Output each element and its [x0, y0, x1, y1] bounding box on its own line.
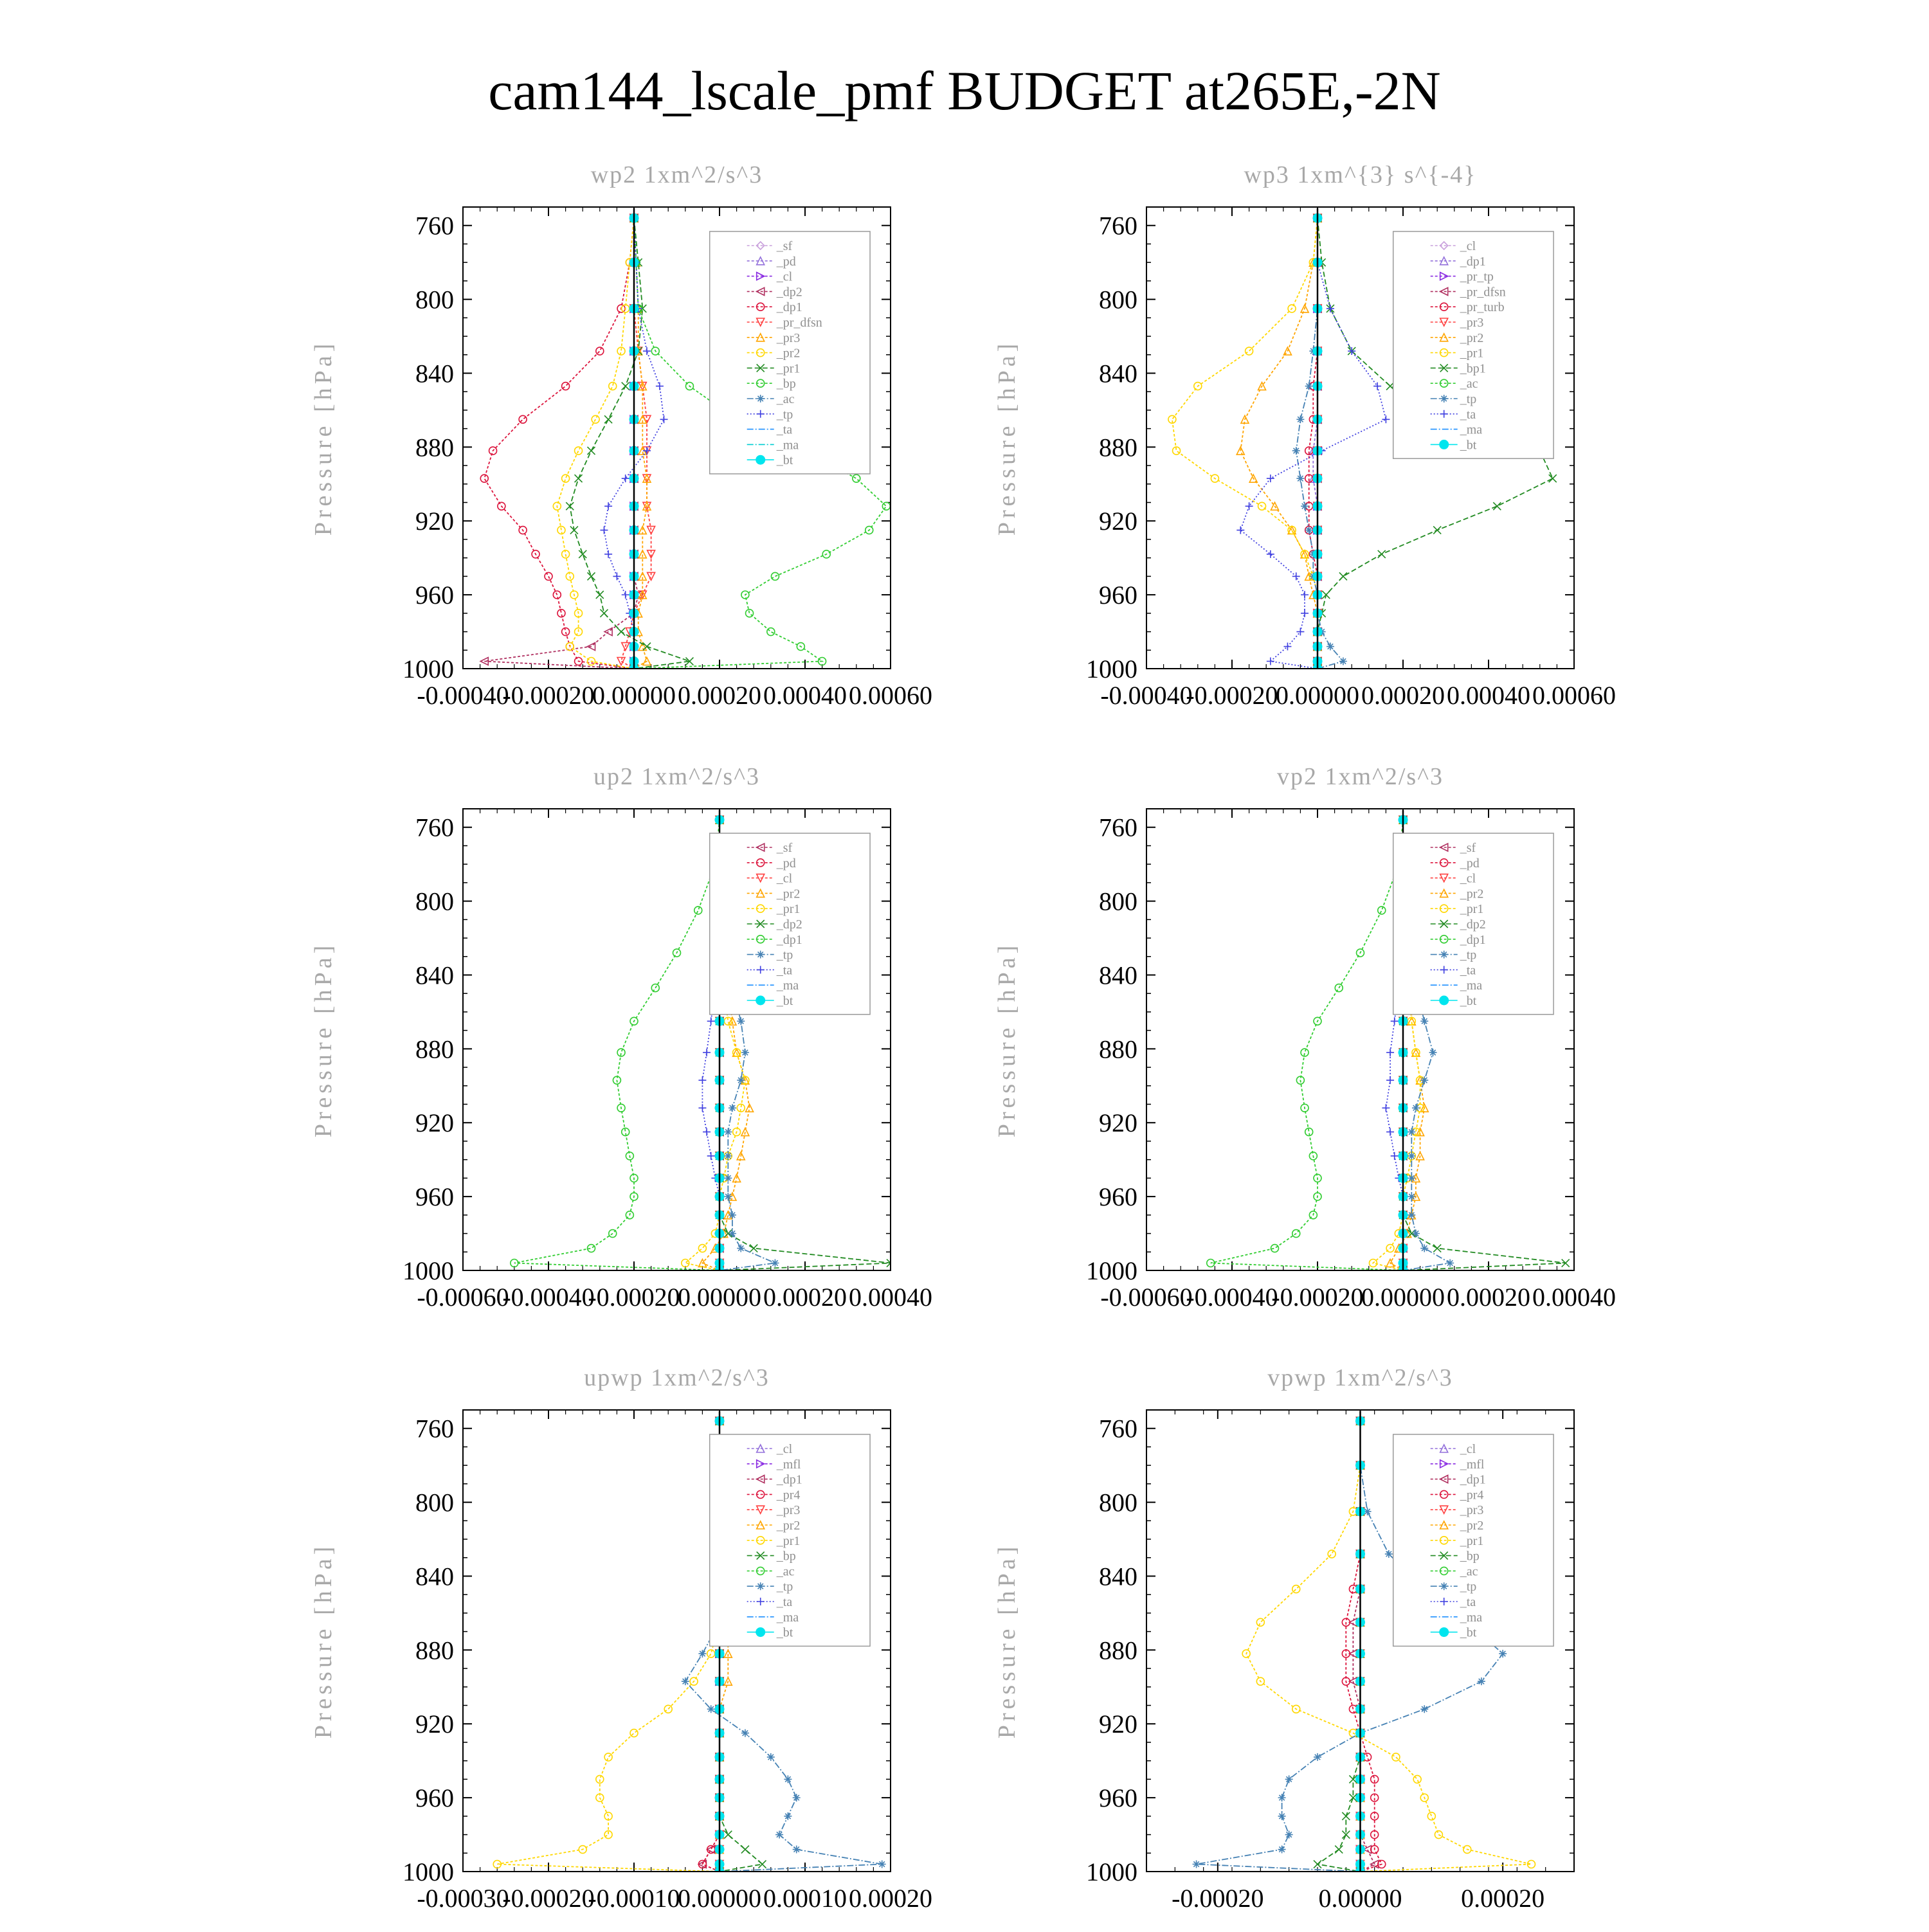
- legend-label-pr2: _pr2: [776, 346, 801, 361]
- legend-label-dp1: _dp1: [1460, 932, 1486, 947]
- legend-label-bt: _bt: [776, 453, 793, 468]
- x-tick-label: 0.00040: [849, 1283, 932, 1312]
- legend-label-cl: _cl: [1460, 871, 1476, 886]
- legend-marker-bt: [756, 455, 765, 464]
- legend-label-dp2: _dp2: [776, 917, 802, 932]
- y-tick-label: 760: [1099, 813, 1137, 842]
- y-axis-label: Pressure [hPa]: [993, 1542, 1020, 1739]
- y-tick-label: 840: [415, 1562, 454, 1591]
- legend-marker-bt: [1440, 1628, 1449, 1637]
- x-tick-label: -0.00040: [502, 1283, 595, 1312]
- legend-label-ta: _ta: [1460, 407, 1476, 422]
- legend-label-bp: _bp: [776, 1549, 796, 1564]
- x-tick-label: 0.00020: [849, 1884, 932, 1913]
- legend-label-ta: _ta: [1460, 963, 1476, 978]
- data-point-tp: [724, 1128, 732, 1136]
- data-point-tp: [1412, 1104, 1420, 1112]
- data-point-tp: [1420, 1245, 1428, 1252]
- legend-label-pr_dfsn: _pr_dfsn: [776, 316, 822, 330]
- legend-label-pr1: _pr1: [1460, 346, 1484, 361]
- y-tick-label: 760: [415, 1414, 454, 1443]
- legend-label-ta: _ta: [1460, 1595, 1476, 1609]
- y-tick-label: 960: [415, 581, 454, 610]
- x-tick-label: 0.00010: [763, 1884, 847, 1913]
- x-tick-label: -0.00060: [1100, 1283, 1193, 1312]
- data-point-tp: [793, 1794, 801, 1801]
- x-tick-label: 0.00040: [763, 681, 847, 710]
- legend-label-tp: _tp: [1460, 948, 1477, 962]
- data-point-tp: [1420, 1017, 1428, 1025]
- x-tick-label: 0.00020: [763, 1283, 847, 1312]
- y-axis-label: Pressure [hPa]: [993, 339, 1020, 536]
- legend-label-dp1: _dp1: [776, 1472, 802, 1487]
- legend-marker-bt: [1440, 440, 1449, 449]
- x-tick-label: 0.00060: [849, 681, 932, 710]
- x-tick-label: -0.00040: [417, 681, 509, 710]
- y-tick-label: 800: [415, 887, 454, 916]
- legend-marker-tp: [1440, 395, 1448, 402]
- y-tick-label: 1000: [403, 655, 454, 683]
- data-point-tp: [682, 1677, 689, 1685]
- y-tick-label: 960: [1099, 1783, 1137, 1813]
- panel-title: upwp 1xm^2/s^3: [584, 1364, 770, 1391]
- y-tick-label: 960: [1099, 581, 1137, 610]
- legend-label-pr2: _pr2: [1460, 887, 1484, 901]
- x-tick-label: -0.00060: [417, 1283, 509, 1312]
- data-point-tp: [1446, 1259, 1454, 1267]
- x-tick-label: 0.00020: [678, 681, 761, 710]
- y-tick-label: 760: [415, 211, 454, 240]
- legend-marker-bt: [756, 1628, 765, 1637]
- data-point-tp: [1292, 447, 1300, 455]
- legend-label-cl: _cl: [776, 1442, 793, 1456]
- data-point-tp: [1385, 1550, 1393, 1558]
- data-point-tp: [1429, 1049, 1437, 1056]
- x-tick-label: 0.00000: [1361, 1283, 1445, 1312]
- legend-label-bt: _bt: [1460, 1625, 1477, 1640]
- legend-label-ta: _ta: [776, 422, 793, 437]
- y-tick-label: 1000: [403, 1256, 454, 1285]
- data-point-tp: [1408, 1128, 1415, 1136]
- legend-label-pr4: _pr4: [1460, 1488, 1484, 1503]
- data-point-tp: [793, 1846, 801, 1854]
- legend-label-tp: _tp: [776, 1580, 793, 1594]
- data-point-tp: [771, 1259, 779, 1267]
- data-point-tp: [737, 1245, 745, 1252]
- main-title: cam144_lscale_pmf BUDGET at265E,-2N: [488, 60, 1441, 122]
- legend-label-ac: _ac: [1460, 1564, 1478, 1579]
- data-point-tp: [1285, 1831, 1293, 1839]
- y-tick-label: 920: [415, 507, 454, 536]
- y-tick-label: 920: [415, 1710, 454, 1739]
- legend-label-pr3: _pr3: [1460, 1503, 1484, 1518]
- legend-label-ta: _ta: [776, 1595, 793, 1609]
- data-point-tp: [1420, 1076, 1428, 1084]
- y-tick-label: 760: [415, 813, 454, 842]
- x-tick-label: -0.00040: [1100, 681, 1193, 710]
- y-tick-label: 920: [415, 1108, 454, 1138]
- data-point-tp: [878, 1861, 886, 1868]
- y-tick-label: 840: [415, 961, 454, 990]
- legend-label-ma: _ma: [1460, 979, 1483, 993]
- x-tick-label: 0.00060: [1532, 681, 1616, 710]
- legend-label-ma: _ma: [1460, 1610, 1483, 1625]
- legend-label-ma: _ma: [776, 438, 799, 453]
- legend-label-dp1: _dp1: [776, 932, 802, 947]
- data-point-tp: [1278, 1812, 1286, 1820]
- y-axis-label: Pressure [hPa]: [310, 339, 337, 536]
- legend-label-pr2: _pr2: [776, 1519, 801, 1533]
- legend-label-pr3: _pr3: [1460, 316, 1484, 330]
- y-tick-label: 840: [415, 359, 454, 388]
- y-tick-label: 760: [1099, 1414, 1137, 1443]
- data-point-tp: [724, 1193, 732, 1200]
- data-point-tp: [784, 1812, 792, 1820]
- y-tick-label: 920: [1099, 1108, 1137, 1138]
- legend-label-pr_dfsn: _pr_dfsn: [1460, 285, 1506, 300]
- legend-label-ma: _ma: [776, 979, 799, 993]
- legend-marker-tp: [1440, 1582, 1448, 1590]
- data-point-tp: [1278, 1846, 1286, 1854]
- legend-label-pr2: _pr2: [776, 887, 801, 901]
- legend-label-pr1: _pr1: [776, 902, 801, 917]
- x-tick-label: -0.00020: [588, 1283, 680, 1312]
- legend-label-bt: _bt: [776, 1625, 793, 1640]
- y-tick-label: 880: [1099, 433, 1137, 462]
- panel-title: vpwp 1xm^2/s^3: [1267, 1364, 1453, 1391]
- legend-label-mfl: _mfl: [1460, 1457, 1485, 1472]
- y-tick-label: 920: [1099, 1710, 1137, 1739]
- y-tick-label: 1000: [1086, 1256, 1137, 1285]
- legend-label-pr1: _pr1: [776, 361, 801, 376]
- x-tick-label: -0.00020: [1271, 1283, 1364, 1312]
- x-tick-label: 0.00020: [1361, 681, 1445, 710]
- data-point-tp: [784, 1775, 792, 1783]
- legend-label-pd: _pd: [776, 254, 796, 269]
- y-tick-label: 880: [1099, 1636, 1137, 1665]
- data-point-tp: [729, 1211, 736, 1219]
- legend-label-pr_turb: _pr_turb: [1460, 300, 1505, 315]
- legend-label-bt: _bt: [1460, 438, 1477, 453]
- data-point-tp: [1278, 1794, 1286, 1801]
- y-tick-label: 760: [1099, 211, 1137, 240]
- data-point-tp: [1499, 1650, 1507, 1657]
- legend-label-ta: _ta: [776, 963, 793, 978]
- legend-label-tp: _tp: [776, 407, 793, 422]
- legend-label-pr3: _pr3: [776, 1503, 801, 1518]
- y-tick-label: 1000: [403, 1857, 454, 1886]
- x-tick-label: 0.00000: [1318, 1884, 1402, 1913]
- x-tick-label: 0.00000: [592, 681, 676, 710]
- y-axis-label: Pressure [hPa]: [310, 1542, 337, 1739]
- x-tick-label: 0.00020: [1461, 1884, 1545, 1913]
- x-tick-label: 0.00040: [1532, 1283, 1616, 1312]
- x-tick-label: -0.00040: [1186, 1283, 1278, 1312]
- data-point-tp: [741, 1729, 749, 1737]
- legend-marker-bt: [1440, 996, 1449, 1005]
- legend-label-bp1: _bp1: [1460, 361, 1486, 376]
- x-tick-label: 0.00000: [678, 1884, 761, 1913]
- legend-label-dp2: _dp2: [1460, 917, 1486, 932]
- data-point-tp: [1408, 1152, 1415, 1160]
- panel-title: wp3 1xm^{3} s^{-4}: [1244, 161, 1477, 188]
- y-tick-label: 920: [1099, 507, 1137, 536]
- panel-title: vp2 1xm^2/s^3: [1276, 763, 1444, 790]
- legend-label-pr1: _pr1: [1460, 1533, 1484, 1548]
- legend-label-pr2: _pr2: [1460, 1519, 1484, 1533]
- legend-label-bt: _bt: [1460, 994, 1477, 1008]
- legend-marker-ac: [757, 395, 765, 402]
- y-tick-label: 880: [1099, 1034, 1137, 1064]
- legend-label-pd: _pd: [776, 856, 796, 871]
- y-tick-label: 840: [1099, 359, 1137, 388]
- y-tick-label: 960: [1099, 1182, 1137, 1212]
- y-tick-label: 800: [1099, 1488, 1137, 1517]
- panel-title: wp2 1xm^2/s^3: [590, 161, 763, 188]
- y-axis-label: Pressure [hPa]: [310, 941, 337, 1138]
- data-point-tp: [1478, 1677, 1485, 1685]
- y-tick-label: 840: [1099, 961, 1137, 990]
- legend-label-sf: _sf: [1460, 841, 1476, 855]
- data-point-tp: [724, 1152, 732, 1160]
- data-point-tp: [729, 1230, 736, 1238]
- legend-label-bt: _bt: [776, 994, 793, 1008]
- y-tick-label: 880: [415, 1034, 454, 1064]
- data-point-tp: [729, 1104, 736, 1112]
- data-point-tp: [1412, 1230, 1420, 1238]
- x-tick-label: 0.00020: [1447, 1283, 1530, 1312]
- data-point-tp: [1408, 1193, 1415, 1200]
- legend-label-sf: _sf: [776, 841, 793, 855]
- legend-label-ma: _ma: [1460, 422, 1483, 437]
- legend-marker-tp: [1440, 951, 1448, 959]
- data-point-tp: [1285, 1775, 1293, 1783]
- legend-label-pr3: _pr3: [776, 330, 801, 345]
- legend-marker-bt: [756, 996, 765, 1005]
- legend-label-ac: _ac: [1460, 377, 1478, 392]
- legend-label-tp: _tp: [1460, 1580, 1477, 1594]
- legend-marker-tp: [757, 1582, 765, 1590]
- panel-title: up2 1xm^2/s^3: [593, 763, 761, 790]
- legend-label-tp: _tp: [776, 948, 793, 962]
- data-point-tp: [1408, 1211, 1415, 1219]
- y-tick-label: 840: [1099, 1562, 1137, 1591]
- x-tick-label: -0.00020: [502, 681, 595, 710]
- legend-label-pr2: _pr2: [1460, 330, 1484, 345]
- y-tick-label: 800: [1099, 887, 1137, 916]
- legend-marker-tp: [757, 951, 765, 959]
- legend-label-ac: _ac: [776, 1564, 795, 1579]
- x-tick-label: -0.00030: [417, 1884, 509, 1913]
- legend-label-cl: _cl: [1460, 239, 1476, 253]
- legend-label-ac: _ac: [776, 392, 795, 406]
- y-tick-label: 800: [415, 1488, 454, 1517]
- legend-label-bp: _bp: [1460, 1549, 1480, 1564]
- data-point-tp: [741, 1049, 749, 1056]
- data-point-tp: [724, 1174, 732, 1182]
- legend-label-tp: _tp: [1460, 392, 1477, 406]
- legend-label-dp1: _dp1: [1460, 1472, 1486, 1487]
- legend-label-pd: _pd: [1460, 856, 1480, 871]
- legend-label-pr1: _pr1: [1460, 902, 1484, 917]
- legend-label-bp: _bp: [776, 377, 796, 392]
- x-tick-label: -0.00020: [502, 1884, 595, 1913]
- legend-label-dp1: _dp1: [776, 300, 802, 315]
- y-tick-label: 1000: [1086, 1857, 1137, 1886]
- data-point-tp: [707, 1705, 715, 1713]
- y-tick-label: 880: [415, 433, 454, 462]
- legend-label-cl: _cl: [776, 871, 793, 886]
- data-point-tp: [767, 1753, 775, 1761]
- data-point-tp: [737, 1017, 745, 1025]
- data-point-tp: [1327, 643, 1334, 651]
- data-point-tp: [737, 1076, 745, 1084]
- data-point-tp: [1339, 658, 1347, 665]
- y-tick-label: 800: [415, 285, 454, 314]
- x-tick-label: -0.00010: [588, 1884, 680, 1913]
- y-tick-label: 960: [415, 1783, 454, 1813]
- legend-label-cl: _cl: [1460, 1442, 1476, 1456]
- x-tick-label: 0.00000: [1276, 681, 1359, 710]
- legend-label-cl: _cl: [776, 269, 793, 284]
- y-tick-label: 1000: [1086, 655, 1137, 683]
- legend-label-dp2: _dp2: [776, 285, 802, 300]
- data-point-tp: [775, 1831, 783, 1839]
- legend-label-pr1: _pr1: [776, 1533, 801, 1548]
- x-tick-label: 0.00040: [1447, 681, 1530, 710]
- data-point-tp: [1305, 383, 1313, 390]
- data-point-tp: [1193, 1861, 1200, 1868]
- legend-label-dp1: _dp1: [1460, 254, 1486, 269]
- x-tick-label: 0.00000: [678, 1283, 761, 1312]
- legend-label-pr_tp: _pr_tp: [1460, 269, 1494, 284]
- legend-label-pr4: _pr4: [776, 1488, 801, 1503]
- legend-label-mfl: _mfl: [776, 1457, 801, 1472]
- data-point-tp: [698, 1650, 706, 1657]
- y-tick-label: 800: [1099, 285, 1137, 314]
- data-point-tp: [1314, 1753, 1321, 1761]
- data-point-tp: [1408, 1174, 1415, 1182]
- legend-label-sf: _sf: [776, 239, 793, 253]
- x-tick-label: -0.00020: [1172, 1884, 1264, 1913]
- data-point-tp: [1420, 1705, 1428, 1713]
- x-tick-label: -0.00020: [1186, 681, 1278, 710]
- y-tick-label: 960: [415, 1182, 454, 1212]
- legend-label-ma: _ma: [776, 1610, 799, 1625]
- y-axis-label: Pressure [hPa]: [993, 941, 1020, 1138]
- y-tick-label: 880: [415, 1636, 454, 1665]
